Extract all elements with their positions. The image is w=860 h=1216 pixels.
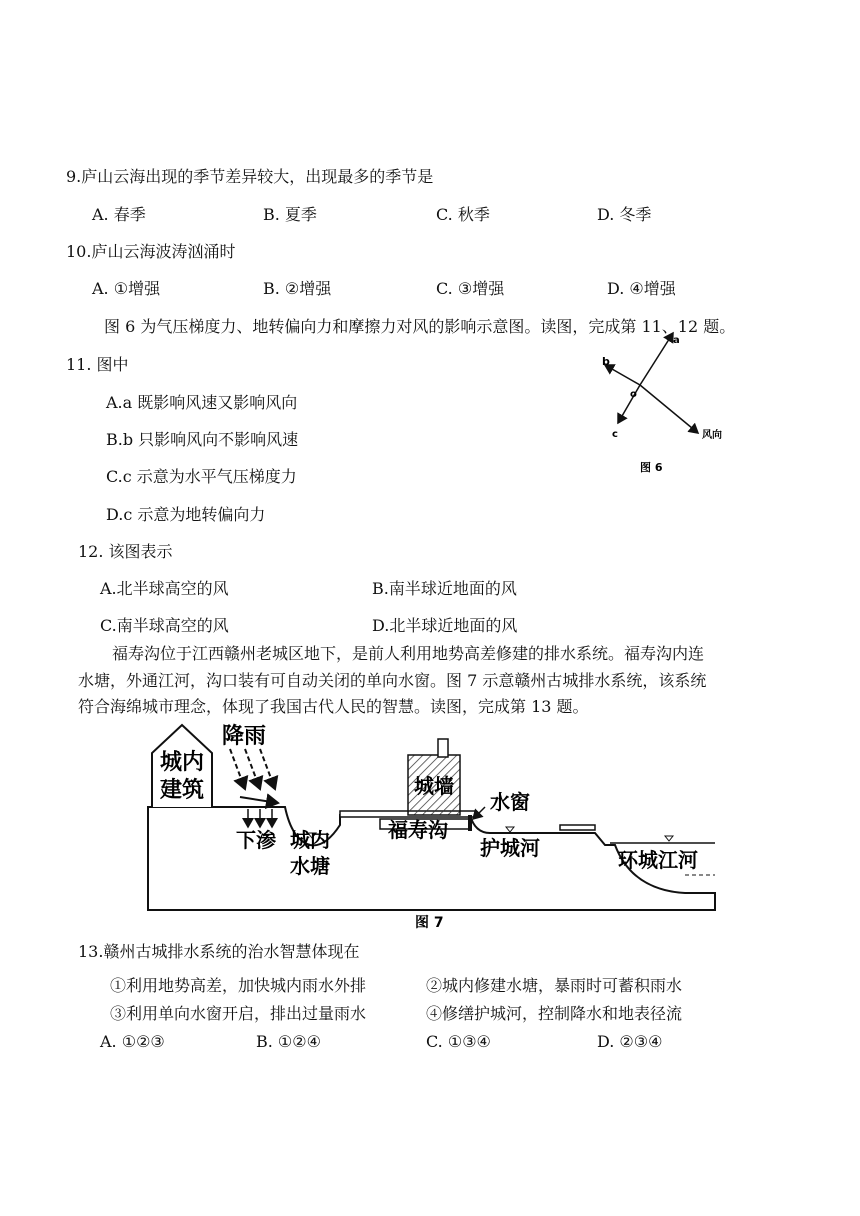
force-b-arrow bbox=[605, 365, 640, 385]
q13-statement-1: ①利用地势高差，加快城内雨水外排 bbox=[110, 976, 367, 995]
q9-stem: 9.庐山云海出现的季节差异较大，出现最多的季节是 bbox=[66, 167, 434, 186]
label-c: c bbox=[612, 429, 618, 440]
q11-option-c: C.c 示意为水平气压梯度力 bbox=[106, 467, 297, 486]
force-a-arrow bbox=[640, 333, 673, 385]
label-pond-1: 城内 bbox=[290, 828, 330, 852]
q10-option-c: C. ③增强 bbox=[436, 279, 505, 298]
figure-6-force-diagram bbox=[590, 325, 740, 485]
q12-option-a: A.北半球高空的风 bbox=[100, 579, 229, 598]
q13-option-d: D. ②③④ bbox=[597, 1032, 663, 1051]
label-house-1: 城内 bbox=[160, 750, 205, 775]
label-a: a bbox=[673, 335, 680, 346]
label-house-2: 建筑 bbox=[160, 778, 205, 803]
label-moat: 护城河 bbox=[480, 836, 540, 860]
figure-6-caption: 图 6 bbox=[640, 461, 663, 474]
label-b: b bbox=[602, 355, 610, 368]
label-river: 环城江河 bbox=[618, 848, 698, 872]
q12-option-b: B.南半球近地面的风 bbox=[372, 579, 517, 598]
q12-stem: 12. 该图表示 bbox=[78, 542, 173, 561]
label-o: o bbox=[630, 389, 637, 400]
label-wall: 城墙 bbox=[414, 774, 454, 798]
q9-option-b: B. 夏季 bbox=[263, 205, 317, 224]
label-window: 水窗 bbox=[490, 790, 530, 814]
q11-option-d: D.c 示意为地转偏向力 bbox=[106, 505, 266, 524]
fig6-intro: 图 6 为气压梯度力、地转偏向力和摩擦力对风的影响示意图。读图，完成第 11、12 题。 bbox=[104, 317, 736, 336]
q13-statement-3: ③利用单向水窗开启，排出过量雨水 bbox=[110, 1004, 367, 1023]
label-seep: 下渗 bbox=[236, 828, 276, 852]
q9-option-c: C. 秋季 bbox=[436, 205, 490, 224]
q9-option-a: A. 春季 bbox=[92, 205, 146, 224]
fig7-intro-line2: 水塘，外通江河，沟口装有可自动关闭的单向水窗。图 7 示意赣州古城排水系统，该系统 bbox=[78, 671, 707, 690]
q11-option-b: B.b 只影响风向不影响风速 bbox=[106, 430, 299, 449]
label-rain: 降雨 bbox=[222, 724, 267, 749]
q9-option-d: D. 冬季 bbox=[597, 205, 652, 224]
q10-stem: 10.庐山云海波涛汹涌时 bbox=[66, 242, 236, 261]
wind-direction-arrow bbox=[640, 385, 698, 433]
fig7-intro-line3: 符合海绵城市理念，体现了我国古代人民的智慧。读图，完成第 13 题。 bbox=[78, 697, 589, 716]
q10-option-a: A. ①增强 bbox=[92, 279, 161, 298]
q10-option-d: D. ④增强 bbox=[607, 279, 676, 298]
label-pond-2: 水塘 bbox=[290, 854, 330, 878]
q13-stem: 13.赣州古城排水系统的治水智慧体现在 bbox=[78, 942, 360, 961]
q11-stem: 11. 图中 bbox=[66, 355, 129, 374]
figure-7-drainage-diagram bbox=[140, 715, 720, 935]
q12-option-c: C.南半球高空的风 bbox=[100, 616, 229, 635]
q13-option-a: A. ①②③ bbox=[100, 1032, 165, 1051]
q11-option-a: A.a 既影响风速又影响风向 bbox=[106, 393, 298, 412]
figure-7-caption: 图 7 bbox=[415, 915, 444, 931]
q10-option-b: B. ②增强 bbox=[263, 279, 332, 298]
label-ditch: 福寿沟 bbox=[388, 818, 448, 842]
q13-option-b: B. ①②④ bbox=[256, 1032, 321, 1051]
fig7-intro-line1: 福寿沟位于江西赣州老城区地下，是前人利用地势高差修建的排水系统。福寿沟内连 bbox=[112, 644, 705, 663]
q13-option-c: C. ①③④ bbox=[426, 1032, 491, 1051]
label-wind: 风向 bbox=[702, 430, 722, 441]
q12-option-d: D.北半球近地面的风 bbox=[372, 616, 518, 635]
q13-statement-4: ④修缮护城河，控制降水和地表径流 bbox=[426, 1004, 683, 1023]
q13-statement-2: ②城内修建水塘，暴雨时可蓄积雨水 bbox=[426, 976, 683, 995]
